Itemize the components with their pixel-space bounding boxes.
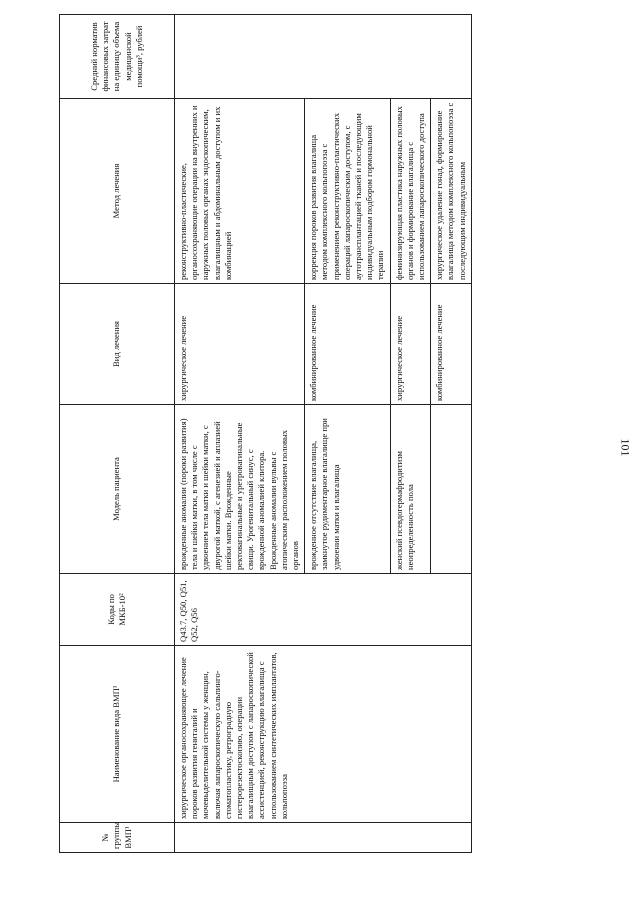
cell-treatment-type: хирургическое лечение xyxy=(175,284,305,405)
table-row xyxy=(175,15,305,853)
cell-treatment-type: хирургическое лечение xyxy=(390,284,431,405)
header-treatment-method: Метод лечения xyxy=(60,99,175,284)
cell-treatment-method: хирургическое удаление гонад, формирование влагалища методом комплексного кольпопоэза с последующим индивидуальным xyxy=(431,99,472,284)
header-vmp-name: Наименование вида ВМП¹ xyxy=(60,646,175,823)
cell-icd-codes: Q43.7, Q50, Q51, Q52, Q56 xyxy=(175,574,472,646)
cell-treatment-method: коррекция пороков развития влагалища методом комплексного кольпопоэза с применением реконструктивно-пластических операций лапароскопическим доступом, с аутотрансплантацией тканей и последующим индивидуальным подбором гормональной терапии xyxy=(305,99,390,284)
header-treatment-type: Вид лечения xyxy=(60,284,175,405)
header-icd-codes: Коды по МКБ-10² xyxy=(60,574,175,646)
header-patient-model: Модель пациента xyxy=(60,405,175,574)
page-number: 101 xyxy=(618,438,633,457)
cell-patient-model: врожденное отсутствие влагалища, замкнутое рудиментарное влагалище при удвоении матки и влагалища xyxy=(305,405,390,574)
header-avg-cost: Средний норматив финансовых затрат на единицу объема медицинской помощи³, рублей xyxy=(60,15,175,99)
vmp-table xyxy=(59,14,472,853)
table-header-row xyxy=(60,15,175,853)
cell-patient-model: женский псевдогермафродитизм неопределенность пола xyxy=(390,405,431,574)
header-group-no: № группы ВМП¹ xyxy=(60,823,175,853)
cell-treatment-type: комбинированное лечение xyxy=(431,284,472,405)
cell-patient-model xyxy=(431,405,472,574)
cell-treatment-method: реконструктивно-пластические, органосохраняющие операции на внутренних и наружных половых органах эндоскопическим, влагалищным и абдоминальным доступом и их комбинацией xyxy=(175,99,305,284)
cell-group-no xyxy=(175,823,472,853)
cell-avg-cost xyxy=(175,15,472,99)
cell-patient-model: врожденные аномалии (пороки развития) тела и шейки матки, в том числе с удвоением тела матки и шейки матки, с двурогой маткой, с агенезией и аплазией шейки матки. Врожденные ректовагинальные и уретровагинальные свищи. Урогенитальный синус, с врожденной аномалией клитора. Врожденные аномалии вульвы с атопическим расположением половых органов xyxy=(175,405,305,574)
cell-treatment-type: комбинированное лечение xyxy=(305,284,390,405)
cell-treatment-method: феминизирующая пластика наружных половых органов и формирование влагалища с использованием лапароскопического доступа xyxy=(390,99,431,284)
cell-vmp-name: хирургическое органосохраняющее лечение пороков развития гениталий и мочевыделительной системы у женщин, включая лапароскопическую сальпинго-стоматопластику, ретроградную гистерорезектоскопию, операции влагалищным доступом с лапароскопической ассистенцией, реконструкцию влагалища с использованием синтетических имплантатов, кольпопоэза xyxy=(175,646,472,823)
